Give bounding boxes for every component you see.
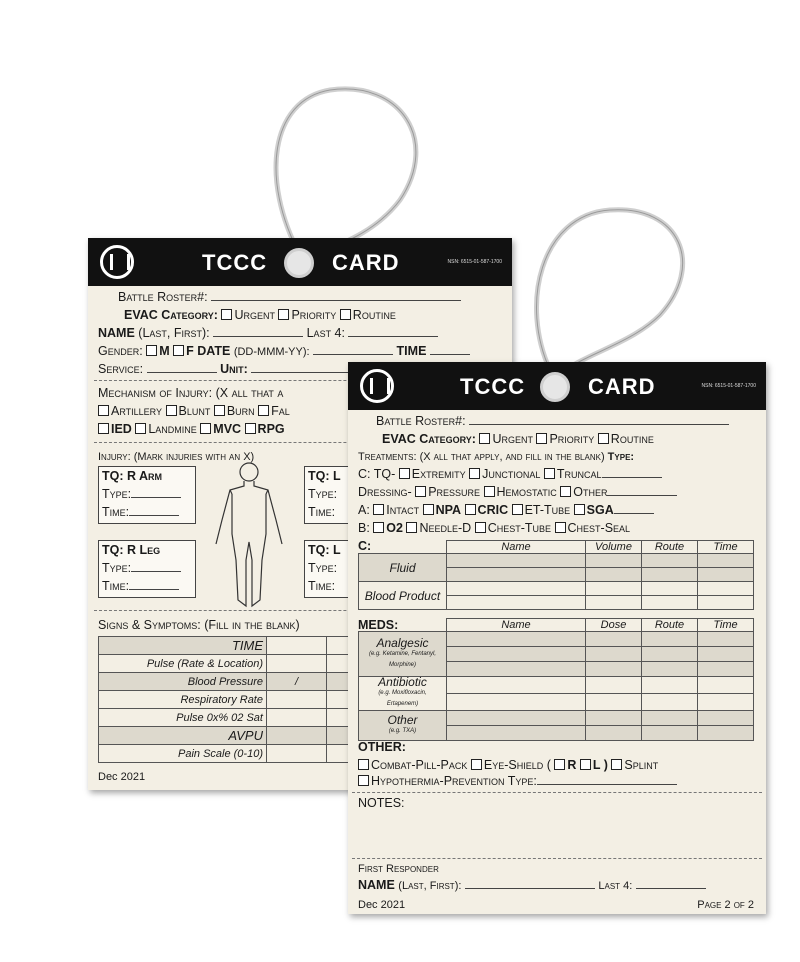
routine-checkbox[interactable] [340, 309, 351, 320]
service-unit-row[interactable]: Service: Unit: [98, 362, 471, 376]
other-label: OTHER: [358, 740, 406, 754]
chest-tube-checkbox[interactable] [475, 522, 486, 533]
front-lanyard [520, 195, 710, 385]
eye-l-checkbox[interactable] [580, 759, 591, 770]
tq-l-arm-box[interactable]: TQ: L Type: Time: [304, 466, 374, 524]
truncal-checkbox[interactable] [544, 468, 555, 479]
nsn-number: NSN: 6515-01-587-1700 [447, 259, 502, 265]
card-header [348, 362, 766, 410]
vitals-table: TIME Pulse (Rate & Location) Blood Pressure / Respiratory Rate Pulse 0x% 02 Sat AVPU Pain Scale (0-10) [98, 636, 508, 763]
gender-date-row: Gender: M F DATE (DD-MMM-YY): TIME [98, 344, 470, 359]
logo-icon [100, 245, 134, 279]
tccc-card-page-2 [348, 362, 766, 914]
eye-r-checkbox[interactable] [554, 759, 565, 770]
card-title-left: TCCC [460, 374, 526, 399]
hemostatic-checkbox[interactable] [484, 486, 495, 497]
gender-f-checkbox[interactable] [173, 345, 184, 356]
nsn-number: NSN: 6515-01-587-1700 [701, 383, 756, 389]
ied-checkbox[interactable] [98, 423, 109, 434]
evac-category-row: EVAC Category: Urgent Priority Routine [382, 432, 654, 446]
o2-checkbox[interactable] [373, 522, 384, 533]
battle-roster-field[interactable]: Battle Roster#: [118, 290, 461, 304]
eye-shield-checkbox[interactable] [471, 759, 482, 770]
routine-checkbox[interactable] [598, 433, 609, 444]
tq-r-arm-box[interactable]: TQ: R Arm Type: Time: [98, 466, 196, 524]
card-title-left: TCCC [202, 250, 268, 275]
cric-checkbox[interactable] [465, 504, 476, 515]
logo-icon [360, 369, 394, 403]
punch-hole [540, 372, 570, 402]
chest-seal-checkbox[interactable] [555, 522, 566, 533]
tq-l-leg-box[interactable]: TQ: L Type: Time: [304, 540, 374, 598]
sga-checkbox[interactable] [574, 504, 585, 515]
treatments-label: Treatments: (X all that apply, and fill in the blank) Type: [358, 451, 635, 463]
junctional-checkbox[interactable] [469, 468, 480, 479]
pressure-checkbox[interactable] [415, 486, 426, 497]
mechanism-of-injury-label: Mechanism of Injury: (X all that a [98, 386, 284, 400]
mvc-checkbox[interactable] [200, 423, 211, 434]
hypothermia-row: Hypothermia-Prevention Type: [358, 774, 677, 788]
punch-hole [284, 248, 314, 278]
card-header [88, 238, 512, 286]
body-diagram[interactable] [208, 460, 290, 612]
intact-checkbox[interactable] [373, 504, 384, 515]
artillery-checkbox[interactable] [98, 405, 109, 416]
card-title-right: CARD [332, 250, 400, 275]
moi-row-2: IED Landmine MVC RPG [98, 422, 285, 436]
burn-checkbox[interactable] [214, 405, 225, 416]
notes-area[interactable] [358, 812, 754, 856]
divider [352, 792, 762, 793]
airway-row: A: Intact NPA CRIC ET-Tube SGA [358, 503, 654, 517]
breathing-row: B: O2 Needle-D Chest-Tube Chest-Seal [358, 521, 631, 535]
footer-date: Dec 2021 [358, 899, 406, 911]
landmine-checkbox[interactable] [135, 423, 146, 434]
blunt-checkbox[interactable] [166, 405, 177, 416]
signs-symptoms-label: Signs & Symptoms: (Fill in the blank) [98, 618, 300, 632]
combat-pill-pack-checkbox[interactable] [358, 759, 369, 770]
et-tube-checkbox[interactable] [512, 504, 523, 515]
moi-row-1: Artillery Blunt Burn Fal [98, 404, 290, 418]
tq-row: C: TQ- Extremity Junctional Truncal [358, 467, 662, 481]
circulation-label: C: [358, 539, 372, 553]
notes-label: NOTES: [358, 796, 405, 810]
urgent-checkbox[interactable] [479, 433, 490, 444]
other-row: Combat-Pill-Pack Eye-Shield ( R L ) Splint [358, 758, 658, 772]
priority-checkbox[interactable] [278, 309, 289, 320]
npa-checkbox[interactable] [423, 504, 434, 515]
fall-checkbox[interactable] [258, 405, 269, 416]
footer-date: Dec 2021 [98, 771, 146, 783]
tq-r-leg-box[interactable]: TQ: R Leg Type: Time: [98, 540, 196, 598]
dressing-row: Dressing- Pressure Hemostatic Other [358, 485, 677, 499]
first-responder-name-row[interactable]: NAME (Last, First): Last 4: [358, 878, 706, 893]
fluid-table: Name Volume Route Time Fluid Blood Product [358, 540, 754, 610]
battle-roster-field[interactable]: Battle Roster#: [376, 414, 729, 428]
gender-m-checkbox[interactable] [146, 345, 157, 356]
urgent-checkbox[interactable] [221, 309, 232, 320]
evac-category-row: EVAC Category: Urgent Priority Routine [124, 308, 396, 322]
needle-d-checkbox[interactable] [406, 522, 417, 533]
extremity-checkbox[interactable] [399, 468, 410, 479]
meds-label: MEDS: [358, 618, 399, 632]
meds-table: Name Dose Route Time Analgesic (e.g. Ketamine, Fentanyl, Morphine) Antibiotic (e.g. Moxifloxacin, Ertapenem) Other (e.g. TXA) [358, 618, 754, 741]
splint-checkbox[interactable] [611, 759, 622, 770]
name-row[interactable]: NAME (Last, First): Last 4: [98, 326, 438, 340]
divider [352, 858, 762, 859]
rpg-checkbox[interactable] [245, 423, 256, 434]
priority-checkbox[interactable] [536, 433, 547, 444]
page-number: Page 2 of 2 [697, 899, 754, 911]
injury-label: Injury: (Mark injuries with an X) [98, 451, 255, 463]
hypothermia-checkbox[interactable] [358, 775, 369, 786]
first-responder-label: First Responder [358, 863, 439, 875]
other-dressing-checkbox[interactable] [560, 486, 571, 497]
card-title-right: CARD [588, 374, 656, 399]
